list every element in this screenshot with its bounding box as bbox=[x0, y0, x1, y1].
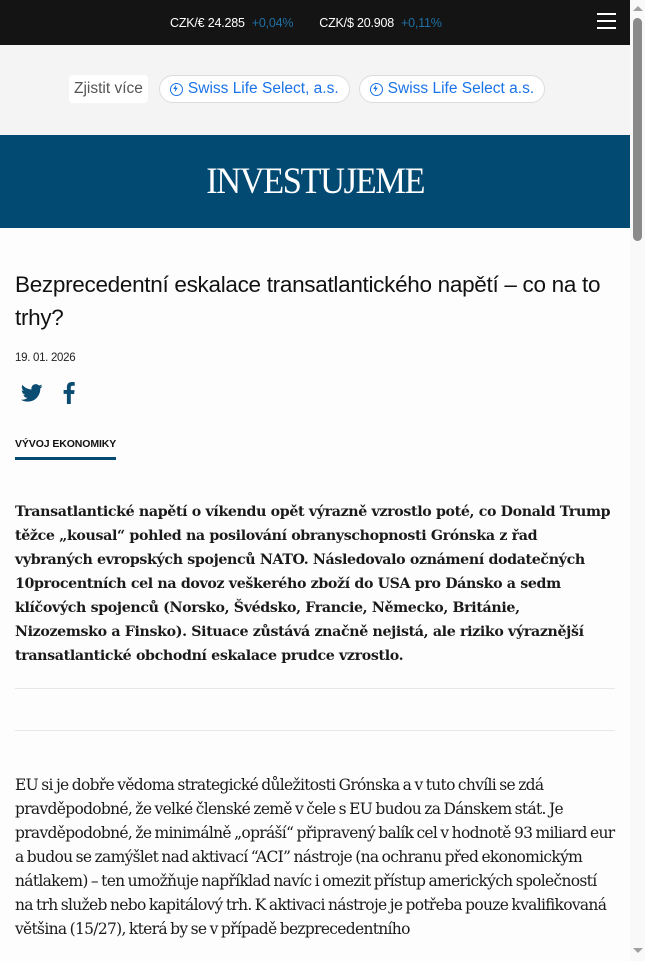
category-tag[interactable]: VÝVOJ EKONOMIKY bbox=[15, 438, 116, 460]
ad-link-swiss-life-1[interactable] bbox=[159, 75, 350, 103]
divider bbox=[15, 730, 615, 731]
learn-more-label[interactable]: Zjistit více bbox=[69, 75, 148, 103]
article-lead: Transatlantické napětí o víkendu opět výrazně vzrostlo poté, co Donald Trump těžce „kousal“ pohled na posilování obranyschopnosti Grónska z řad vybraných evropských spojenců NATO. Následovalo oznámení dodatečných 10procentních cel na dovoz veškerého zboží do USA pro Dánsko a sedm klíčových spojenců (Norsko, Švédsko, Francie, Německo, Británie, Nizozemsko a Finsko). Situace zůstává značně nejistá, ale riziko výraznější transatlantické obchodní eskalace prudce vzrostlo. bbox=[15, 504, 611, 664]
rate-usd bbox=[319, 16, 441, 30]
article bbox=[0, 268, 630, 941]
ad-link-label: Swiss Life Select a.s. bbox=[387, 80, 535, 97]
rate-change: +0,04% bbox=[251, 15, 294, 30]
bolt-icon bbox=[370, 83, 383, 96]
rate-pair: CZK/$ 20.908 bbox=[319, 15, 395, 30]
exchange-rates bbox=[170, 0, 468, 45]
article-title: Bezprecedentní eskalace transatlantického napětí – co na to trhy? bbox=[15, 272, 601, 330]
rate-pair: CZK/€ 24.285 bbox=[170, 15, 245, 30]
article-paragraph: EU si je dobře vědoma strategické důležitosti Grónska a v tuto chvíli se zdá pravděpodobné, že velké členské země v čele s EU budou za Dánskem stát. Je pravděpodobné, že minimálně „opráší“ připravený balík cel v hodnotě 93 miliard eur a budou se zamýšlet nad aktivací “ACI” nástroje (na ochranu před ekonomickým nátlakem) – ten umožňuje například navíc i omezit přístup amerických společností na trh služeb nebo kapitálový trh. K aktivaci nástroje je potřeba pouze kvalifikovaná většina (15/27), která by se v případě bezprecedentního bbox=[15, 776, 615, 938]
ad-link-label: Swiss Life Select, a.s. bbox=[187, 80, 339, 97]
ad-strip bbox=[0, 45, 630, 135]
scroll-down-arrow-icon[interactable] bbox=[633, 948, 643, 953]
twitter-icon[interactable] bbox=[21, 384, 43, 402]
rate-eur bbox=[170, 16, 293, 30]
currency-bar bbox=[0, 0, 630, 45]
divider bbox=[15, 688, 615, 689]
site-logo[interactable]: INVESTUJEME bbox=[206, 161, 424, 202]
share-buttons bbox=[15, 380, 615, 406]
article-date: 19. 01. 2026 bbox=[15, 352, 76, 364]
hamburger-menu-icon[interactable] bbox=[597, 13, 616, 31]
scrollbar-thumb[interactable] bbox=[633, 18, 642, 241]
facebook-icon[interactable] bbox=[63, 382, 75, 404]
site-header bbox=[0, 135, 630, 228]
ad-row bbox=[69, 75, 554, 103]
bolt-icon bbox=[170, 83, 183, 96]
scroll-up-arrow-icon[interactable] bbox=[633, 6, 643, 11]
rate-change: +0,11% bbox=[401, 15, 442, 30]
ad-link-swiss-life-2[interactable] bbox=[359, 75, 545, 103]
vertical-scrollbar[interactable] bbox=[630, 0, 645, 961]
